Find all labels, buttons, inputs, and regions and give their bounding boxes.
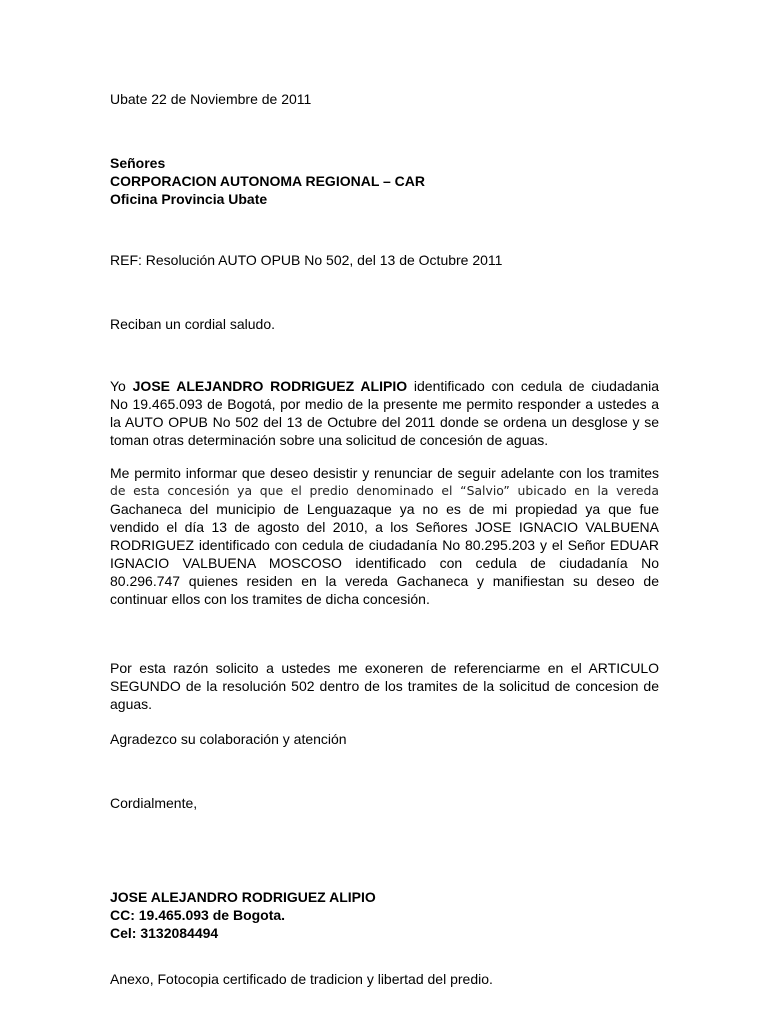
closing-line: Cordialmente, (110, 795, 198, 811)
signature-block (110, 888, 659, 942)
annex-line: Anexo, Fotocopia certificado de tradicion y libertad del predio. (110, 971, 493, 987)
reference-line: REF: Resolución AUTO OPUB No 502, del 13 de Octubre 2011 (110, 252, 503, 268)
paragraph-2-line-3: Gachaneca del municipio de Lenguazaque ya no es de mi propiedad ya que fue (110, 501, 659, 517)
paragraph-3 (110, 659, 659, 713)
author-name: JOSE ALEJANDRO RODRIGUEZ ALIPIO (132, 378, 408, 394)
paragraph-1-prefix: Yo (110, 378, 133, 394)
recipient-office: Oficina Provincia Ubate (110, 191, 268, 207)
paragraph-1-line-1 (110, 377, 659, 395)
paragraph-2-line-6: IGNACIO VALBUENA MOSCOSO identificado con cedula de ciudadanía No (110, 555, 659, 571)
paragraph-2-line-8: continuar ellos con los tramites de dicha concesión. (110, 591, 430, 607)
recipient-block (110, 154, 659, 208)
paragraph-1-line-3: la AUTO OPUB No 502 del 13 de Octubre del 2011 donde se ordena un desglose y se (110, 414, 659, 430)
paragraph-1-line-2: No 19.465.093 de Bogotá, por medio de la presente me permito responder a ustedes a (110, 396, 659, 412)
paragraph-1 (110, 377, 659, 449)
paragraph-3-line-2: SEGUNDO de la resolución 502 dentro de los tramites de la solicitud de concesion de (110, 678, 659, 694)
paragraph-2-line-1: Me permito informar que deseo desistir y renunciar de seguir adelante con los tramites (110, 465, 659, 481)
paragraph-2-line-2: de esta concesión ya que el predio denominado el “Salvio” ubicado en la vereda (110, 483, 659, 498)
paragraph-1-line-4: toman otras determinación sobre una solicitud de concesión de aguas. (110, 432, 549, 448)
signature-name: JOSE ALEJANDRO RODRIGUEZ ALIPIO (110, 889, 376, 905)
paragraph-2-line-5: RODRIGUEZ identificado con cedula de ciudadanía No 80.295.203 y el Señor EDUAR (110, 537, 659, 553)
greeting: Reciban un cordial saludo. (110, 316, 275, 332)
thanks-line: Agradezco su colaboración y atención (110, 731, 347, 747)
paragraph-3-line-3: aguas. (110, 696, 153, 712)
paragraph-1-line-1-rest: identificado con cedula de ciudadania (407, 378, 659, 394)
recipient-salutation: Señores (110, 155, 166, 171)
signature-cel: Cel: 3132084494 (110, 925, 219, 941)
paragraph-2-line-4: vendido el día 13 de agosto del 2010, a los Señores JOSE IGNACIO VALBUENA (110, 519, 659, 535)
paragraph-2 (110, 464, 659, 608)
paragraph-3-line-1: Por esta razón solicito a ustedes me exoneren de referenciarme en el ARTICULO (110, 660, 659, 676)
date-line: Ubate 22 de Noviembre de 2011 (110, 91, 312, 107)
recipient-organization: CORPORACION AUTONOMA REGIONAL – CAR (110, 173, 426, 189)
signature-cc: CC: 19.465.093 de Bogota. (110, 907, 286, 923)
paragraph-2-line-7: 80.296.747 quienes residen en la vereda Gachaneca y manifiestan su deseo de (110, 573, 659, 589)
